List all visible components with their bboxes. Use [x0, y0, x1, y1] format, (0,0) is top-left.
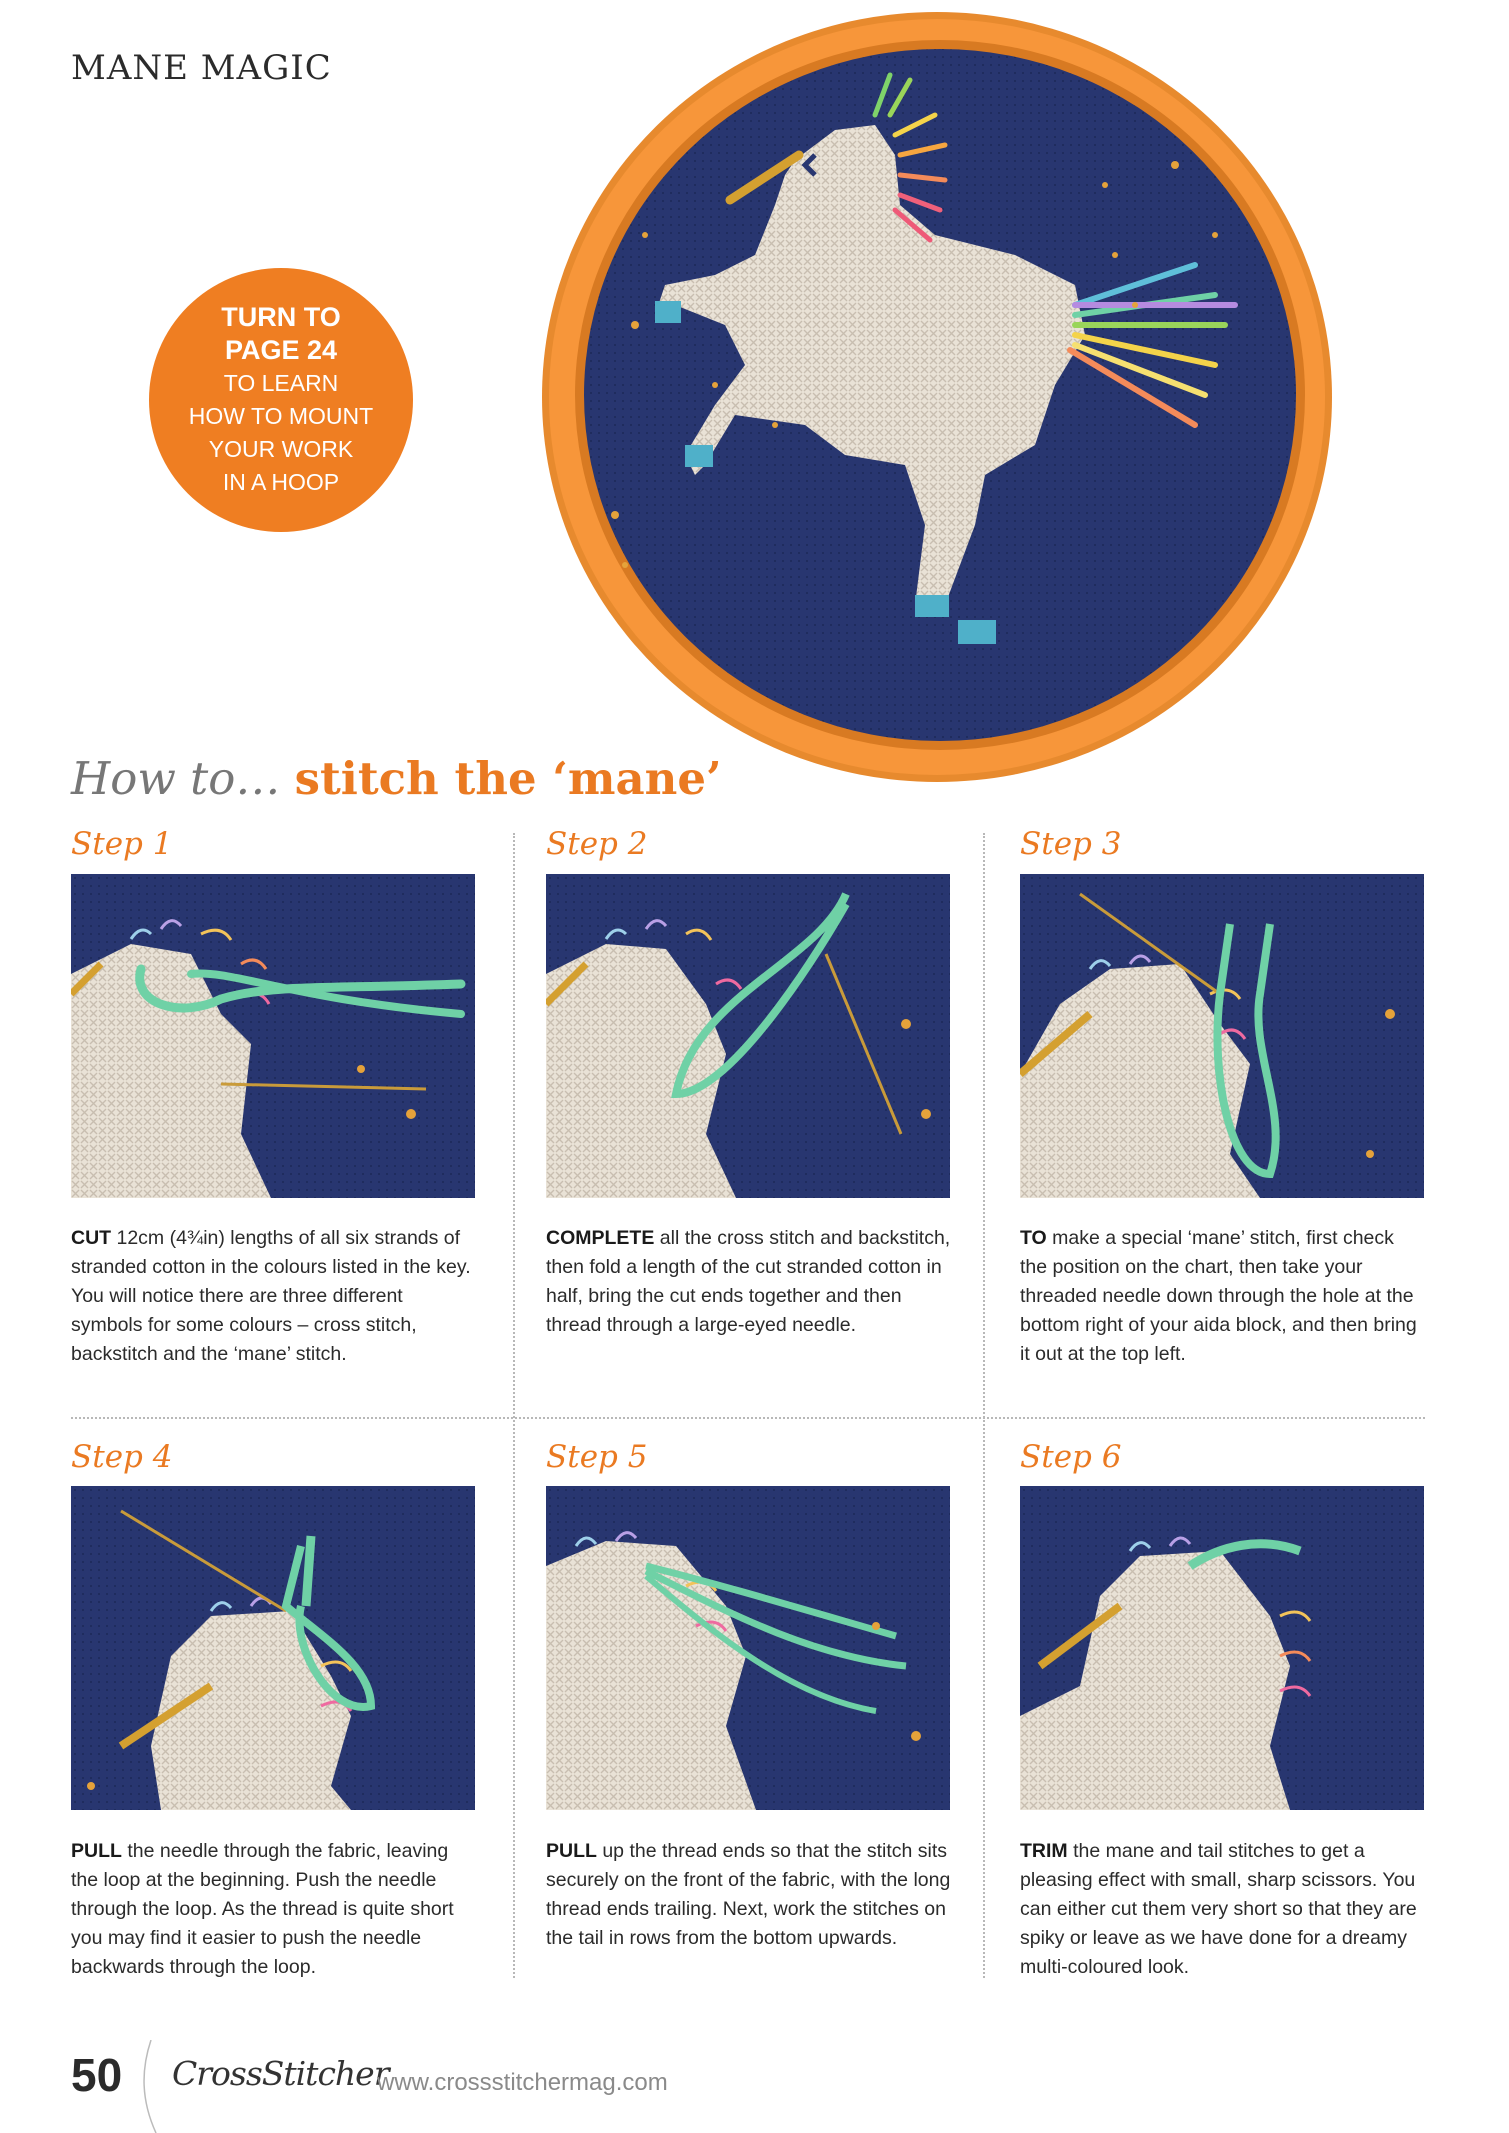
brand-logo: CrossStitcher [172, 2054, 389, 2093]
column-divider-1 [513, 833, 515, 1978]
howto-prefix: How to… [71, 752, 281, 805]
step-2-body: all the cross stitch and backstitch, then fold a length of the cut stranded cotton in half, bring the cut ends together and then thread through a large-eyed needle. [546, 1227, 951, 1336]
step-3-text [1020, 1224, 1425, 1369]
step-6-label: Step 6 [1020, 1439, 1122, 1475]
badge-line2: PAGE 24 [224, 335, 338, 365]
step-4-label: Step 4 [71, 1439, 173, 1475]
step-2-photo [546, 874, 950, 1198]
step-1-label: Step 1 [71, 826, 173, 862]
step-6-text [1020, 1837, 1425, 1982]
step-2-label: Step 2 [546, 826, 648, 862]
row-divider [71, 1417, 1425, 1419]
step-4-photo [71, 1486, 475, 1810]
step-4-text [71, 1837, 476, 1982]
badge-line4: HOW TO MOUNT [188, 403, 374, 429]
step-1-photo [71, 874, 475, 1198]
step-6-lead: TRIM [1020, 1840, 1068, 1862]
step-6-body: the mane and tail stitches to get a pleasing effect with small, sharp scissors. You can either cut them very short so that they are spiky or leave as we have done for a dreamy multi-coloured look. [1020, 1840, 1417, 1978]
step-4-lead: PULL [71, 1840, 122, 1862]
howto-title: stitch the ‘mane’ [294, 752, 722, 805]
step-5-text [546, 1837, 951, 1953]
badge-line3: TO LEARN [223, 370, 339, 396]
step-2-text [546, 1224, 951, 1340]
step-3-body: make a special ‘mane’ stitch, first check the position on the chart, then take your threaded needle down through the hole at the bottom right of your aida block, and then bring it out at the top left. [1020, 1227, 1417, 1365]
website-url: www.crossstitchermag.com [377, 2069, 668, 2096]
step-6-photo [1020, 1486, 1424, 1810]
column-divider-2 [983, 833, 985, 1978]
turn-to-page-badge [149, 268, 413, 532]
step-3-lead: TO [1020, 1227, 1047, 1249]
section-title: MANE MAGIC [71, 48, 332, 88]
badge-line6: IN A HOOP [222, 469, 340, 495]
step-1-lead: CUT [71, 1227, 112, 1249]
step-1-body: 12cm (4¾in) lengths of all six strands of stranded cotton in the colours listed in the key. You will notice there are three different symbols for some colours – cross stitch, backstitch and the ‘mane’ stitch. [71, 1227, 471, 1365]
badge-line1: TURN TO [221, 302, 341, 332]
step-5-label: Step 5 [546, 1439, 648, 1475]
step-1-text [71, 1224, 476, 1369]
footer-divider [136, 2040, 166, 2133]
howto-heading [71, 752, 722, 805]
page-number: 50 [71, 2049, 123, 2101]
step-4-body: the needle through the fabric, leaving the loop at the beginning. Push the needle through the loop. As the thread is quite short you may find it easier to push the needle backwards through the loop. [71, 1840, 454, 1978]
step-5-body: up the thread ends so that the stitch sits securely on the front of the fabric, with the long thread ends trailing. Next, work the stitches on the tail in rows from the bottom upwards. [546, 1840, 951, 1949]
step-3-label: Step 3 [1020, 826, 1122, 862]
badge-line5: YOUR WORK [208, 436, 354, 462]
step-5-lead: PULL [546, 1840, 597, 1862]
step-2-lead: COMPLETE [546, 1227, 655, 1249]
unicorn-hoop-photo [515, 5, 1365, 815]
step-5-photo [546, 1486, 950, 1810]
step-3-photo [1020, 874, 1424, 1198]
